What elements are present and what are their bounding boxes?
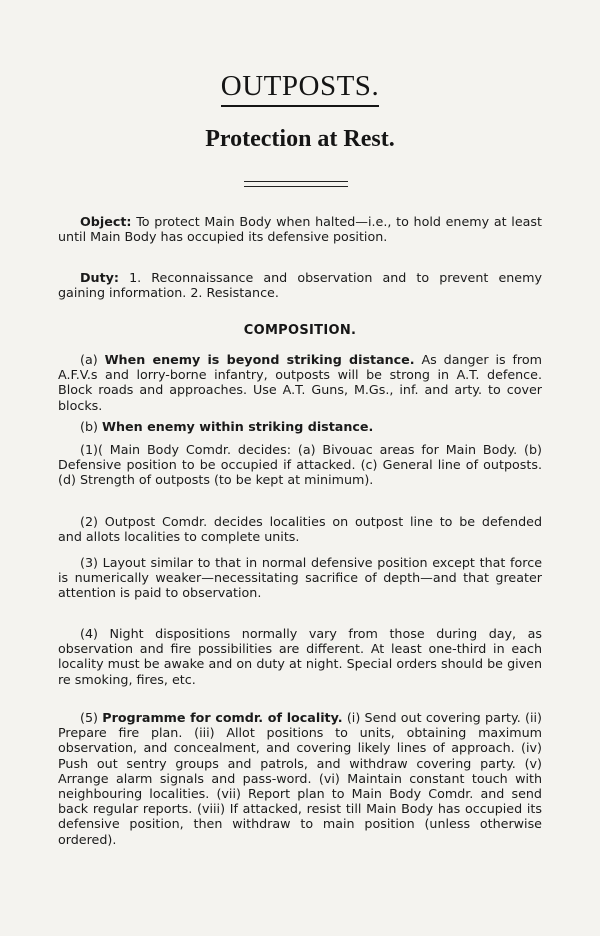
- duty-label: Duty:: [80, 270, 119, 285]
- paragraph-b: [58, 419, 542, 434]
- paragraph-a-heading: When enemy is beyond striking distance.: [104, 352, 415, 367]
- paragraph-a: [58, 352, 542, 413]
- paragraph-2: [58, 514, 542, 544]
- paragraph-5: [58, 710, 542, 847]
- paragraph-5-label: (5): [80, 710, 98, 725]
- divider-rule-top: [244, 181, 348, 182]
- paragraph-3-text: (3) Layout similar to that in normal defensive position except that force is numerically weaker—necessitating sacrifice of depth—and that greater attention is paid to observation.: [58, 555, 542, 601]
- paragraph-b-heading: When enemy within striking distance.: [102, 419, 374, 434]
- page-subtitle: Protection at Rest.: [205, 126, 395, 152]
- paragraph-a-label: (a): [80, 352, 98, 367]
- object-label: Object:: [80, 214, 132, 229]
- paragraph-5-heading: Programme for comdr. of locality.: [102, 710, 343, 725]
- duty-paragraph: [58, 270, 542, 300]
- page-title: [0, 70, 600, 107]
- paragraph-3: [58, 555, 542, 601]
- object-paragraph: [58, 214, 542, 244]
- paragraph-5-text: (i) Send out covering party. (ii) Prepare fire plan. (iii) Allot positions to units, obtaining maximum observation, and concealment, and covering likely lines of approach. (iv) Push out sentry groups and patrols, and withdraw covering party. (v) Arrange alarm signals and pass-word. (vi) Maintain constant touch with neighbouring localities. (vii) Report plan to Main Body Comdr. and send back regular reports. (viii) If attacked, resist till Main Body has occupied its defensive position, then withdraw to main position (unless otherwise ordered).: [58, 710, 542, 847]
- object-text: To protect Main Body when halted—i.e., to hold enemy at least until Main Body has occupied its defensive position.: [58, 214, 542, 245]
- divider-rule-bottom: [244, 186, 348, 187]
- composition-heading: COMPOSITION.: [243, 323, 357, 338]
- paragraph-b-label: (b): [80, 419, 98, 434]
- duty-text: 1. Reconnaissance and observation and to prevent enemy gaining information. 2. Resistance.: [58, 270, 542, 301]
- paragraph-1-text: (1)( Main Body Comdr. decides: (a) Bivouac areas for Main Body. (b) Defensive position to be occupied if attacked. (c) General line of outposts. (d) Strength of outposts (to be kept at minimum).: [58, 442, 542, 488]
- paragraph-2-text: (2) Outpost Comdr. decides localities on outpost line to be defended and allots localities to complete units.: [58, 514, 542, 545]
- paragraph-a-text: As danger is from A.F.V.s and lorry-borne infantry, outposts will be strong in A.T. defence. Block roads and approaches. Use A.T. Guns, M.Gs., inf. and arty. to cover blocks.: [58, 352, 542, 413]
- page-title-text: OUTPOSTS.: [221, 70, 379, 107]
- paragraph-4-text: (4) Night dispositions normally vary from those during day, as observation and fire possibilities are different. At least one-third in each locality must be awake and on duty at night. Special orders should be given re smoking, fires, etc.: [58, 626, 542, 687]
- paragraph-4: [58, 626, 542, 687]
- paragraph-1: [58, 442, 542, 488]
